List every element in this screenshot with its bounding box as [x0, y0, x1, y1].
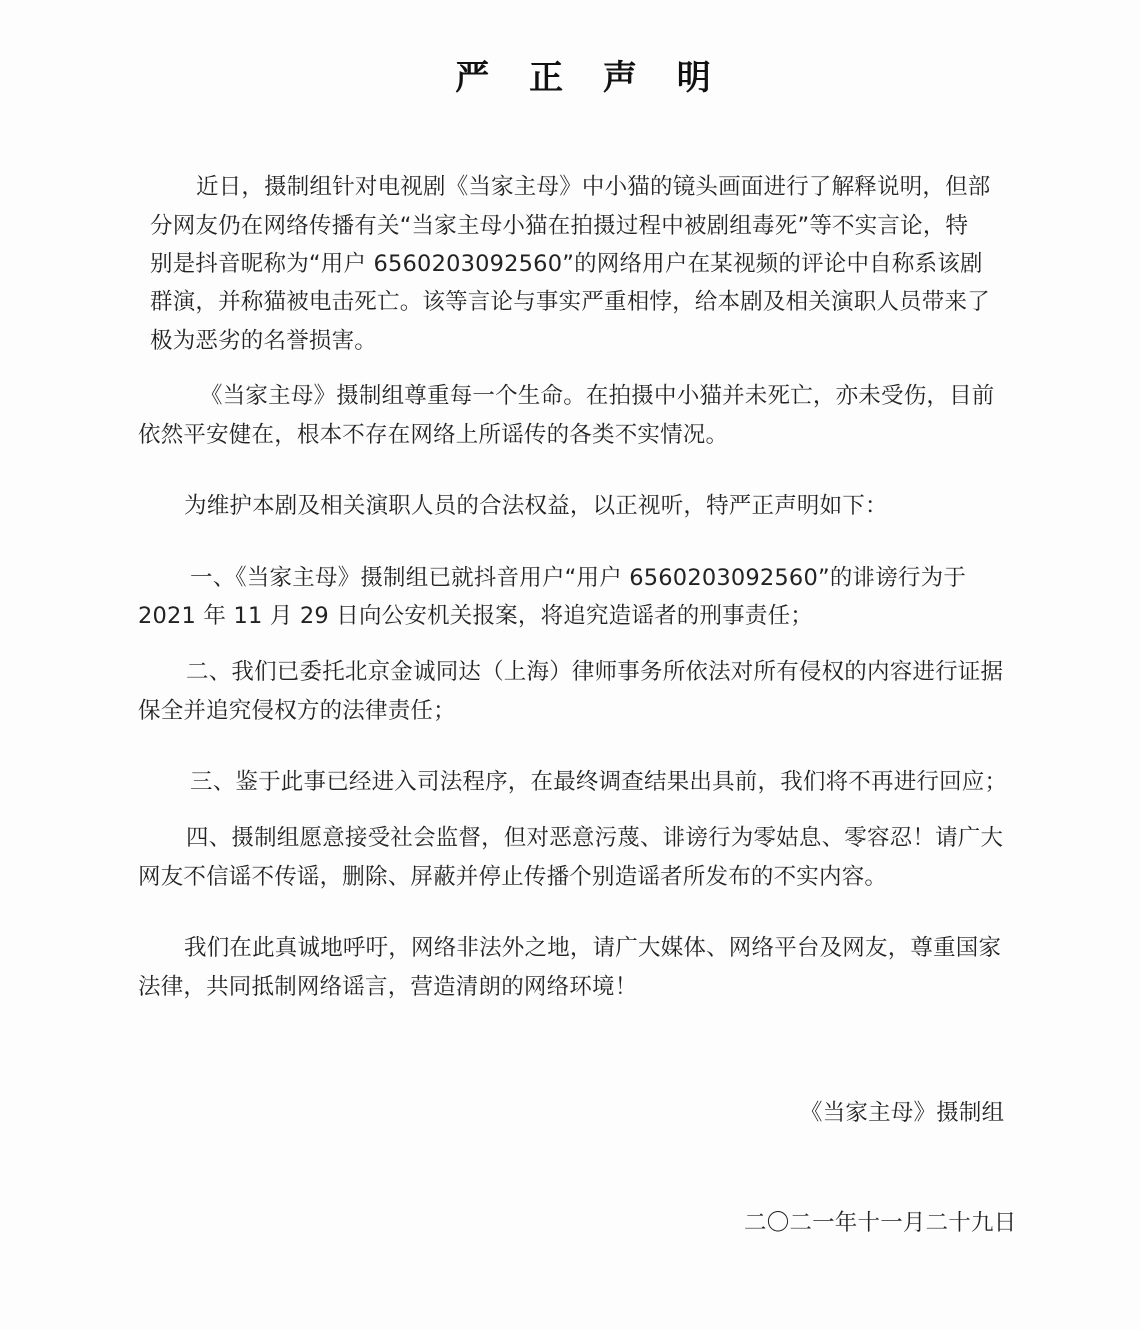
paragraph-1-line-2: 分网友仍在网络传播有关“当家主母小猫在拍摄过程中被剧组毒死”等不实言论，特	[150, 213, 969, 239]
paragraph-2-line-1: 《当家主母》摄制组尊重每一个生命。在拍摄中小猫并未死亡，亦未受伤，目前	[200, 383, 995, 409]
item-2-line-2: 保全并追究侵权方的法律责任；	[138, 698, 456, 724]
paragraph-1-line-4: 群演，并称猫被电击死亡。该等言论与事实严重相悖，给本剧及相关演职人员带来了	[150, 289, 990, 315]
item-3-line-1: 三、鉴于此事已经进入司法程序，在最终调查结果出具前，我们将不再进行回应；	[190, 769, 1008, 795]
paragraph-1-line-3: 别是抖音昵称为“用户 6560203092560”的网络用户在某视频的评论中自称系该剧	[150, 251, 983, 277]
paragraph-1-line-5: 极为恶劣的名誉损害。	[150, 328, 378, 354]
signature: 《当家主母》摄制组	[800, 1100, 1005, 1126]
paragraph-1-line-1: 近日，摄制组针对电视剧《当家主母》中小猫的镜头画面进行了解释说明，但部	[196, 174, 991, 200]
item-4-line-2: 网友不信谣不传谣，删除、屏蔽并停止传播个别造谣者所发布的不实内容。	[138, 864, 888, 890]
paragraph-3-line-1: 为维护本剧及相关演职人员的合法权益，以正视听，特严正声明如下：	[184, 493, 888, 519]
document-title: 严 正 声 明	[455, 58, 725, 98]
item-4-line-1: 四、摄制组愿意接受社会监督，但对恶意污蔑、诽谤行为零姑息、零容忍！请广大	[186, 825, 1004, 851]
closing-line-1: 我们在此真诚地呼吁，网络非法外之地，请广大媒体、网络平台及网友，尊重国家	[184, 935, 1002, 961]
closing-line-2: 法律，共同抵制网络谣言，营造清朗的网络环境！	[138, 974, 638, 1000]
item-1-line-2: 2021 年 11 月 29 日向公安机关报案，将追究造谣者的刑事责任；	[138, 603, 813, 629]
item-1-line-1: 一、《当家主母》摄制组已就抖音用户“用户 6560203092560”的诽谤行为于	[190, 565, 967, 591]
item-2-line-1: 二、我们已委托北京金诚同达（上海）律师事务所依法对所有侵权的内容进行证据	[186, 659, 1004, 685]
paragraph-2-line-2: 依然平安健在，根本不存在网络上所谣传的各类不实情况。	[138, 422, 729, 448]
statement-date: 二〇二一年十一月二十九日	[744, 1210, 1017, 1236]
